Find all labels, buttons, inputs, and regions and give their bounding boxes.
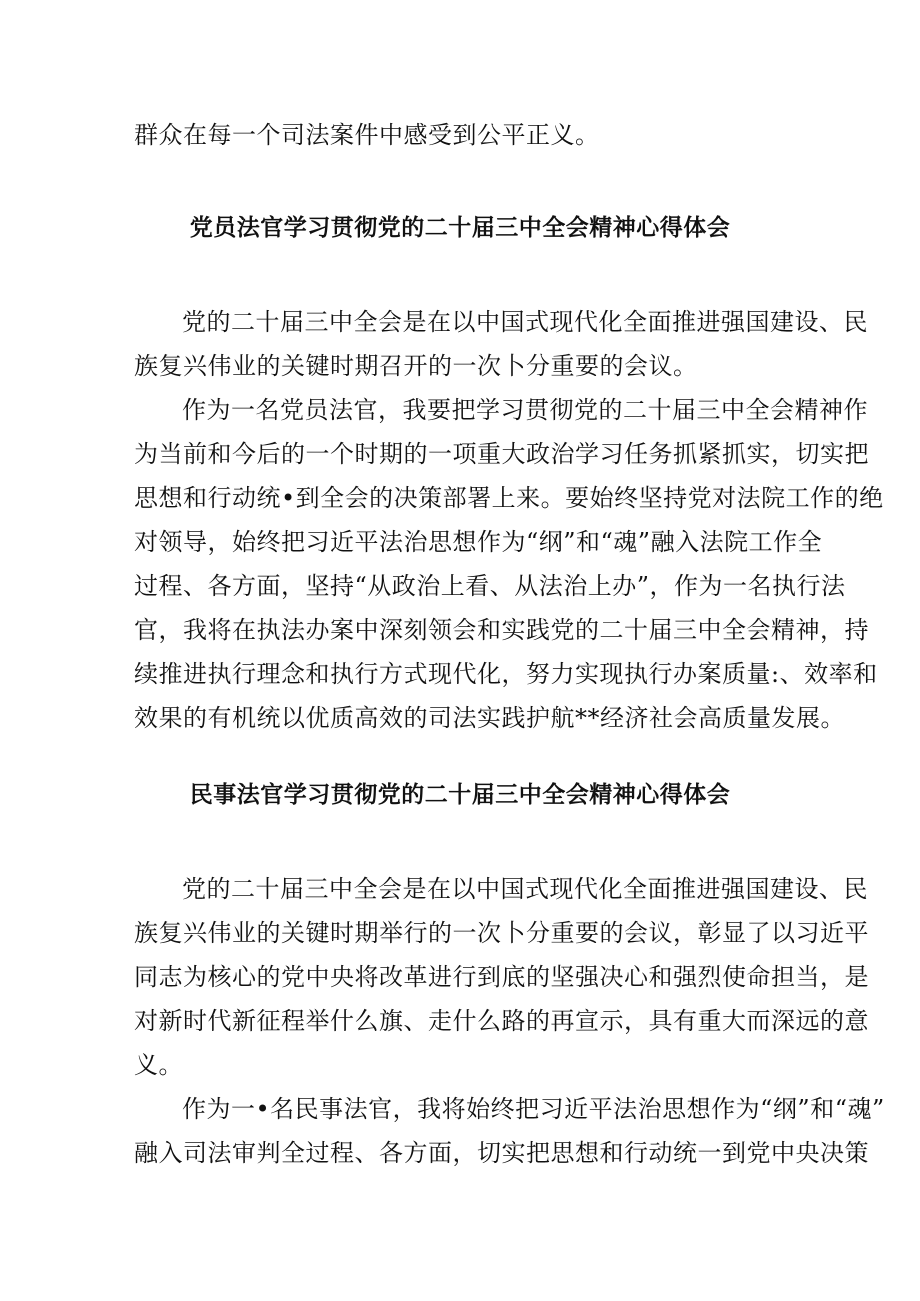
section2-p2-line: 融入司法审判全过程、各方面，切实把思想和行动统一到党中央决策: [134, 1139, 869, 1167]
section1-p2-line: 作为一名党员法官，我要把学习贯彻党的二十届三中全会精神作: [182, 396, 868, 424]
section1-p2-line: 思想和行动统•到全会的决策部署上来。要始终坚持党对法院工作的绝: [134, 484, 884, 512]
section2-p1-line: 义。: [134, 1051, 183, 1079]
section2-p2-line: 作为一•名民事法官，我将始终把习近平法治思想作为“纲”和“魂”: [182, 1095, 885, 1123]
section1-title: 党员法官学习贯彻党的二十届三中全会精神心得体会: [189, 215, 731, 241]
section2-p1-line: 对新时代新征程举什么旗、走什么路的再宣示，具有重大而深远的意: [134, 1007, 869, 1035]
section1-p2-line: 续推进执行理念和执行方式现代化，努力实现执行办案质量:、效率和: [134, 660, 878, 688]
intro-tail-text: 群众在每一个司法案件中感受到公平正义。: [134, 121, 600, 149]
section1-p2-line: 对领导，始终把习近平法治思想作为“纲”和“魂”融入法院工作全: [134, 528, 823, 556]
section2-p1-line: 族复兴伟业的关键时期举行的一次卜分重要的会议，彰显了以习近平: [134, 919, 869, 947]
section1-p1-line: 党的二十届三中全会是在以中国式现代化全面推进强国建设、民: [182, 308, 868, 336]
section1-p2-line: 效果的有机统以优质高效的司法实践护航**经济社会高质量发展。: [134, 704, 845, 732]
section1-p1-line: 族复兴伟业的关键时期召开的一次卜分重要的会议。: [134, 352, 698, 380]
section1-p2-line: 为当前和今后的一个时期的一项重大政治学习任务抓紧抓实，切实把: [134, 440, 869, 468]
section2-title: 民事法官学习贯彻党的二十届三中全会精神心得体会: [189, 782, 731, 808]
section2-p1-line: 同志为核心的党中央将改革进行到底的坚强决心和强烈使命担当，是: [134, 963, 869, 991]
section1-p2-line: 过程、各方面，坚持“从政治上看、从法治上办”，作为一名执行法: [134, 572, 846, 600]
section2-p1-line: 党的二十届三中全会是在以中国式现代化全面推进强国建设、民: [182, 875, 868, 903]
section1-p2-line: 官，我将在执法办案中深刻领会和实践党的二十届三中全会精神，持: [134, 616, 869, 644]
